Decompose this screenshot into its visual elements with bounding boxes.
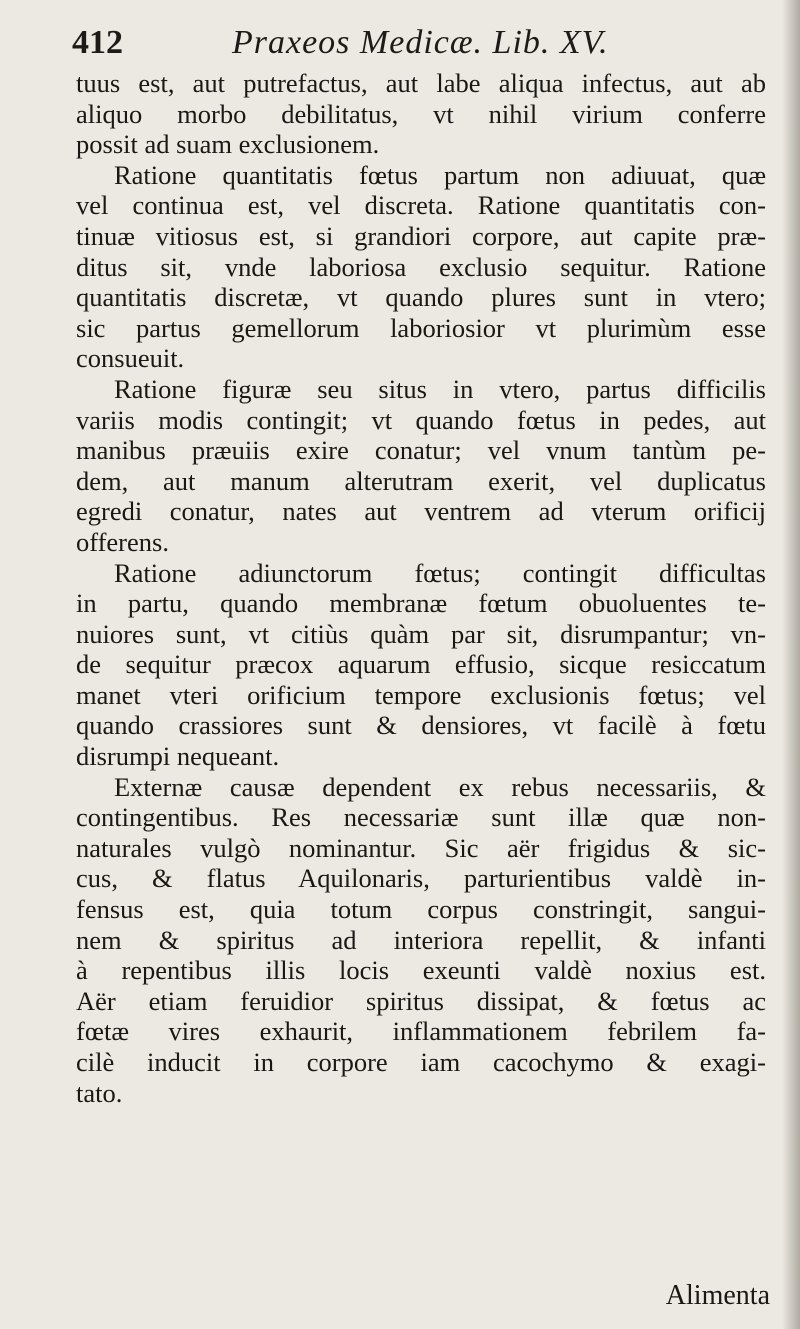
page-header [72,20,772,70]
text-line: Ratione adiunctorum fœtus; contingit difficultas [114,557,766,588]
page-number: 412 [72,24,123,61]
text-line: de sequitur præcox aquarum effusio, sicque resiccatum [76,649,766,680]
text-line: egredi conatur, nates aut ventrem ad vterum orificij [76,496,766,527]
text-line: ditus sit, vnde laboriosa exclusio sequitur. Ratione [76,251,766,282]
paragraph [76,558,766,772]
text-line: tato. [76,1077,123,1108]
text-line: nem & spiritus ad interiora repellit, & infanti [76,924,766,955]
text-line: Ratione figuræ seu situs in vtero, partus difficilis [114,373,766,404]
text-line: sic partus gemellorum laboriosior vt plurimùm esse [76,312,766,343]
text-line: variis modis contingit; vt quando fœtus in pedes, aut [76,404,766,435]
catchword: Alimenta [665,1280,770,1311]
text-line: quando crassiores sunt & densiores, vt facilè à fœtu [76,710,766,741]
text-line: aliquo morbo debilitatus, vt nihil virium conferre [76,98,766,129]
text-line: disrumpi nequeant. [76,741,280,772]
paragraph [76,160,766,374]
text-line: contingentibus. Res necessariæ sunt illæ quæ non- [76,802,766,833]
text-line: fœtæ vires exhaurit, inflammationem febrilem fa- [76,1016,766,1047]
text-line: in partu, quando membranæ fœtum obuoluentes te- [76,588,766,619]
text-line: fensus est, quia totum corpus constringit, sangui- [76,894,766,925]
paragraph [76,772,766,1109]
text-line: tinuæ vitiosus est, si grandiori corpore, aut capite præ- [76,220,766,251]
text-line: offerens. [76,526,169,557]
text-line: dem, aut manum alterutram exerit, vel duplicatus [76,465,766,496]
text-line: manet vteri orificium tempore exclusionis fœtus; vel [76,679,766,710]
text-line: possit ad suam exclusionem. [76,129,380,160]
text-line: naturales vulgò nominantur. Sic aër frigidus & sic- [76,832,766,863]
text-line: quantitatis discretæ, vt quando plures sunt in vtero; [76,282,766,313]
text-line: Externæ causæ dependent ex rebus necessariis, & [114,771,766,802]
running-title: Praxeos Medicæ. Lib. XV. [232,24,609,61]
text-line: nuiores sunt, vt citiùs quàm par sit, disrumpantur; vn- [76,618,766,649]
text-line: vel continua est, vel discreta. Ratione quantitatis con- [76,190,766,221]
text-line: tuus est, aut putrefactus, aut labe aliqua infectus, aut ab [76,68,766,98]
paragraph [76,68,766,160]
paragraph [76,374,766,558]
text-line: consueuit. [76,343,185,374]
body-text [76,68,766,1108]
text-line: Ratione quantitatis fœtus partum non adiuuat, quæ [114,159,766,190]
text-line: à repentibus illis locis exeunti valdè noxius est. [76,955,766,986]
text-line: cus, & flatus Aquilonaris, parturientibus valdè in- [76,863,766,894]
text-line: Aër etiam feruidior spiritus dissipat, & fœtus ac [76,985,766,1016]
text-line: cilè inducit in corpore iam cacochymo & exagi- [76,1047,766,1077]
text-line: manibus præuiis exire conatur; vel vnum tantùm pe- [76,435,766,466]
